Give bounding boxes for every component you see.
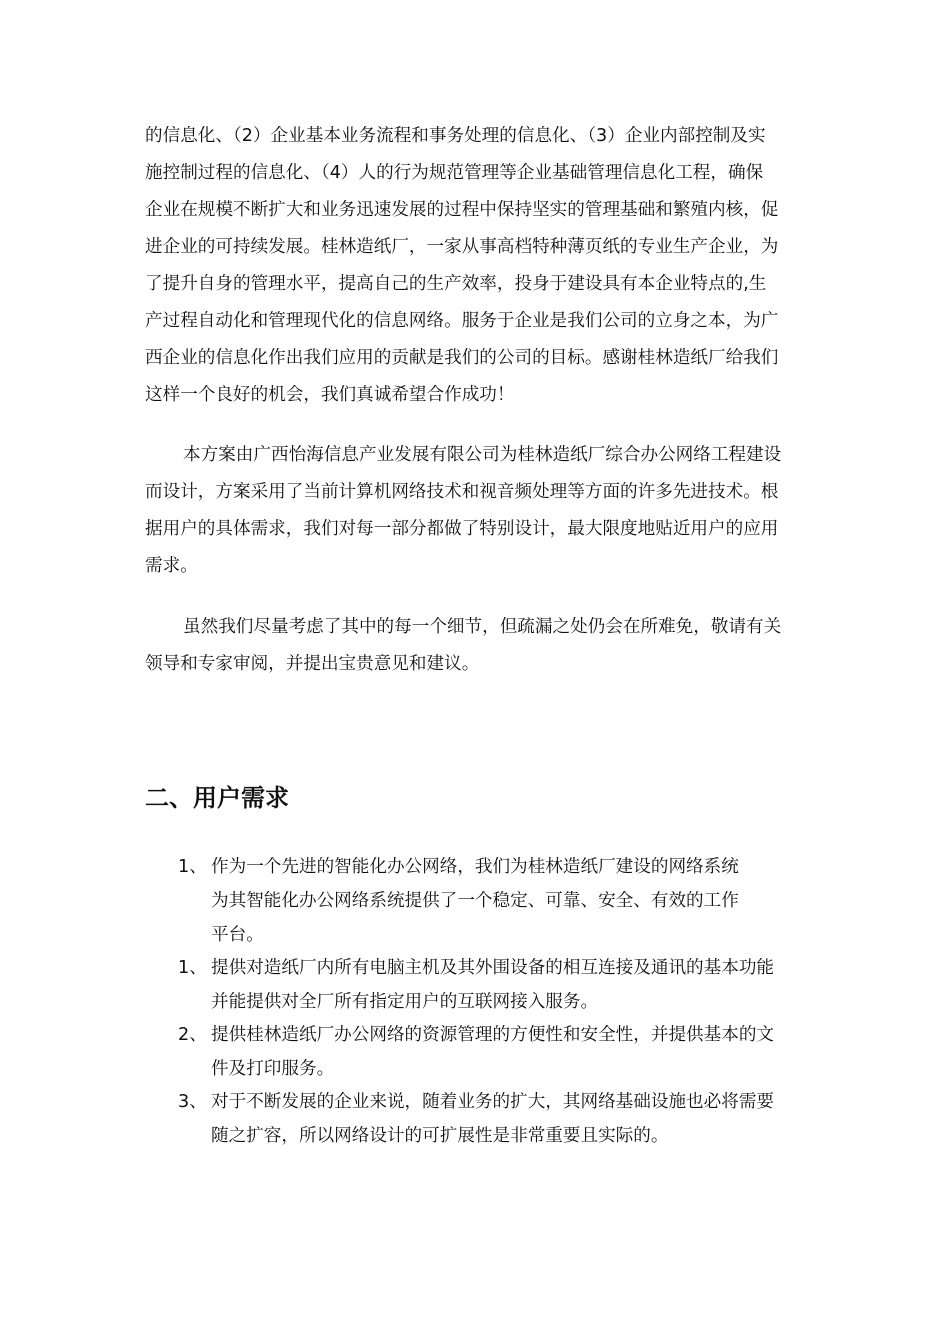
- paragraph-line: 西企业的信息化作出我们应用的贡献是我们的公司的目标。感谢桂林造纸厂给我们: [145, 348, 779, 368]
- list-item-line: 作为一个先进的智能化办公网络，我们为桂林造纸厂建设的网络系统: [211, 857, 739, 877]
- list-item-line: 对于不断发展的企业来说，随着业务的扩大，其网络基础设施也必将需要: [211, 1092, 775, 1112]
- paragraph-line: 领导和专家审阅，并提出宝贵意见和建议。: [145, 654, 480, 674]
- list-item-line: 为其智能化办公网络系统提供了一个稳定、可靠、安全、有效的工作: [211, 891, 739, 911]
- paragraph-line: 产过程自动化和管理现代化的信息网络。服务于企业是我们公司的立身之本，为广: [145, 311, 779, 331]
- paragraph-line: 需求。: [145, 556, 198, 576]
- list-item-line: 并能提供对全厂所有指定用户的互联网接入服务。: [211, 992, 599, 1012]
- list-item-line: 提供对造纸厂内所有电脑主机及其外围设备的相互连接及通讯的基本功能: [211, 958, 775, 978]
- list-item-line: 提供桂林造纸厂办公网络的资源管理的方便性和安全性，并提供基本的文: [211, 1025, 775, 1045]
- list-item-number: 1、: [178, 857, 207, 877]
- paragraph-line: 进企业的可持续发展。桂林造纸厂，一家从事高档特种薄页纸的专业生产企业，为: [145, 237, 779, 257]
- list-item-number: 2、: [178, 1025, 207, 1045]
- paragraph-line: 这样一个良好的机会，我们真诚希望合作成功！: [145, 385, 515, 405]
- list-item-number: 1、: [178, 958, 207, 978]
- list-item-line: 件及打印服务。: [211, 1059, 335, 1079]
- paragraph-line: 本方案由广西怡海信息产业发展有限公司为桂林造纸厂综合办公网络工程建设: [183, 445, 782, 465]
- paragraph-line: 虽然我们尽量考虑了其中的每一个细节，但疏漏之处仍会在所难免，敬请有关: [183, 617, 782, 637]
- paragraph-line: 而设计，方案采用了当前计算机网络技术和视音频处理等方面的许多先进技术。根: [145, 482, 779, 502]
- paragraph-line: 企业在规模不断扩大和业务迅速发展的过程中保持坚实的管理基础和繁殖内核，促: [145, 200, 779, 220]
- list-item-line: 随之扩容，所以网络设计的可扩展性是非常重要且实际的。: [211, 1126, 669, 1146]
- section-heading: 二、用户需求: [145, 784, 289, 812]
- paragraph-line: 据用户的具体需求，我们对每一部分都做了特别设计，最大限度地贴近用户的应用: [145, 519, 779, 539]
- list-item-line: 平台。: [211, 925, 264, 945]
- paragraph-line: 施控制过程的信息化、（4）人的行为规范管理等企业基础管理信息化工程，确保: [145, 163, 764, 183]
- paragraph-line: 了提升自身的管理水平，提高自己的生产效率，投身于建设具有本企业特点的,生: [145, 274, 767, 294]
- list-item-number: 3、: [178, 1092, 207, 1112]
- paragraph-line: 的信息化、（2）企业基本业务流程和事务处理的信息化、（3）企业内部控制及实: [145, 126, 766, 146]
